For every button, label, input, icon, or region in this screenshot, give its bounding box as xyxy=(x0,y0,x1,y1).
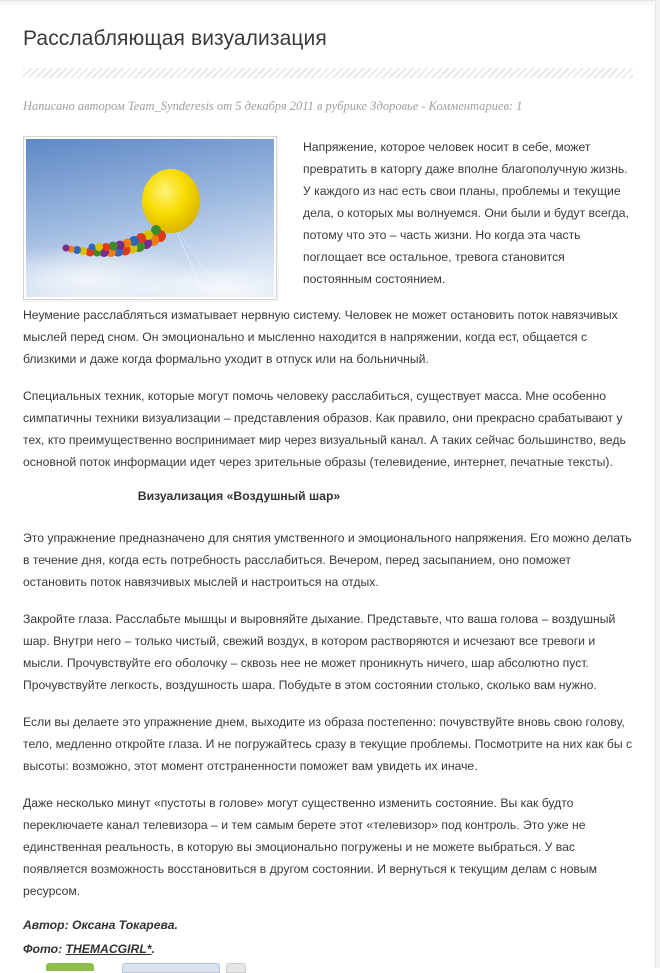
section-subheading: Визуализация «Воздушный шар» xyxy=(137,489,341,503)
article-title[interactable]: Расслабляющая визуализация xyxy=(23,27,327,50)
paragraph: Неумение расслабляться изматывает нервную систему. Человек не может остановить поток навязчивых мыслей перед сном. Он эмоционально и мысленно находится в напряжении, когда ест, общается с близкими и даже когда формально уходит в отпуск или на больничный. xyxy=(23,308,618,366)
paragraph: Если вы делаете это упражнение днем, выходите из образа постепенно: почувствуйте вновь свою голову, тело, медленно откройте глаза. И не погружайтесь сразу в текущие проблемы. Посмотрите на них как бы с высоты: возможно, этот момент отстраненности поможет вам увидеть их иначе. xyxy=(23,715,633,773)
balloon-photo xyxy=(26,139,274,297)
photo-credit-label: Фото: xyxy=(23,942,66,956)
top-border xyxy=(0,0,660,7)
share-button[interactable] xyxy=(122,963,220,973)
photo-credit-link[interactable]: THEMACGIRL* xyxy=(65,942,152,956)
paragraph: Это упражнение предназначено для снятия умственного и эмоционального напряжения. Его можно делать в течение дня, когда есть потребность расслабиться. Вечером, перед засыпанием, оно поможет остановить поток навязчивых мыслей и настроиться на отдых. xyxy=(23,531,632,589)
author-credit: Автор: Оксана Токарева. xyxy=(23,918,178,932)
photo-credit xyxy=(23,942,155,956)
title-divider xyxy=(23,68,633,78)
share-count-button[interactable] xyxy=(226,963,246,973)
photo-credit-end: . xyxy=(151,942,155,956)
paragraph: Даже несколько минут «пустоты в голове» могут существенно изменить состояние. Вы как будто переключаете канал телевизора – и тем самым берете этот «телевизор» под контроль. Это уже не единственная реальность, в которую вы эмоционально погружены и не можете выбраться. У вас появляется возможность восстановиться в другом состоянии. И вернуться к текущим делам с новым ресурсом. xyxy=(23,796,597,898)
paragraph: Закройте глаза. Расслабьте мышцы и выровняйте дыхание. Представьте, что ваша голова – воздушный шар. Внутри него – только чистый, свежий воздух, в котором растворяются и исчезают все тревоги и мысли. Прочувствуйте его оболочку – сквозь нее не может проникнуть ничего, шар абсолютно пуст. Прочувствуйте легкость, воздушность шара. Побудьте в этом состоянии столько, сколько вам нужно. xyxy=(23,612,616,692)
article-meta: Написано автором Team_Synderesis от 5 декабря 2011 в рубрике Здоровье - Комментариев: 1 xyxy=(23,99,523,113)
intro-paragraph: Напряжение, которое человек носит в себе, может превратить в каторгу даже вполне благополучную жизнь. У каждого из нас есть свои планы, проблемы и текущие дела, о которых мы волнуемся. Они были и будут всегда, потому что это – часть жизни. Но когда эта часть поглощает все остальное, тревога становится постоянным состоянием. xyxy=(303,140,629,286)
like-button[interactable] xyxy=(46,963,94,971)
paragraph: Специальных техник, которые могут помочь человеку расслабиться, существует масса. Мне особенно симпатичны техники визуализации – представления образов. Как правило, они прекрасно срабатывают у тех, кто преимущественно воспринимает мир через визуальный канал. А таких сейчас большинство, ведь основной поток информации идет через зрительные образы (телевидение, интернет, печатные тексты). xyxy=(23,389,626,469)
article-photo xyxy=(23,136,277,300)
scrollbar-edge xyxy=(655,0,660,968)
